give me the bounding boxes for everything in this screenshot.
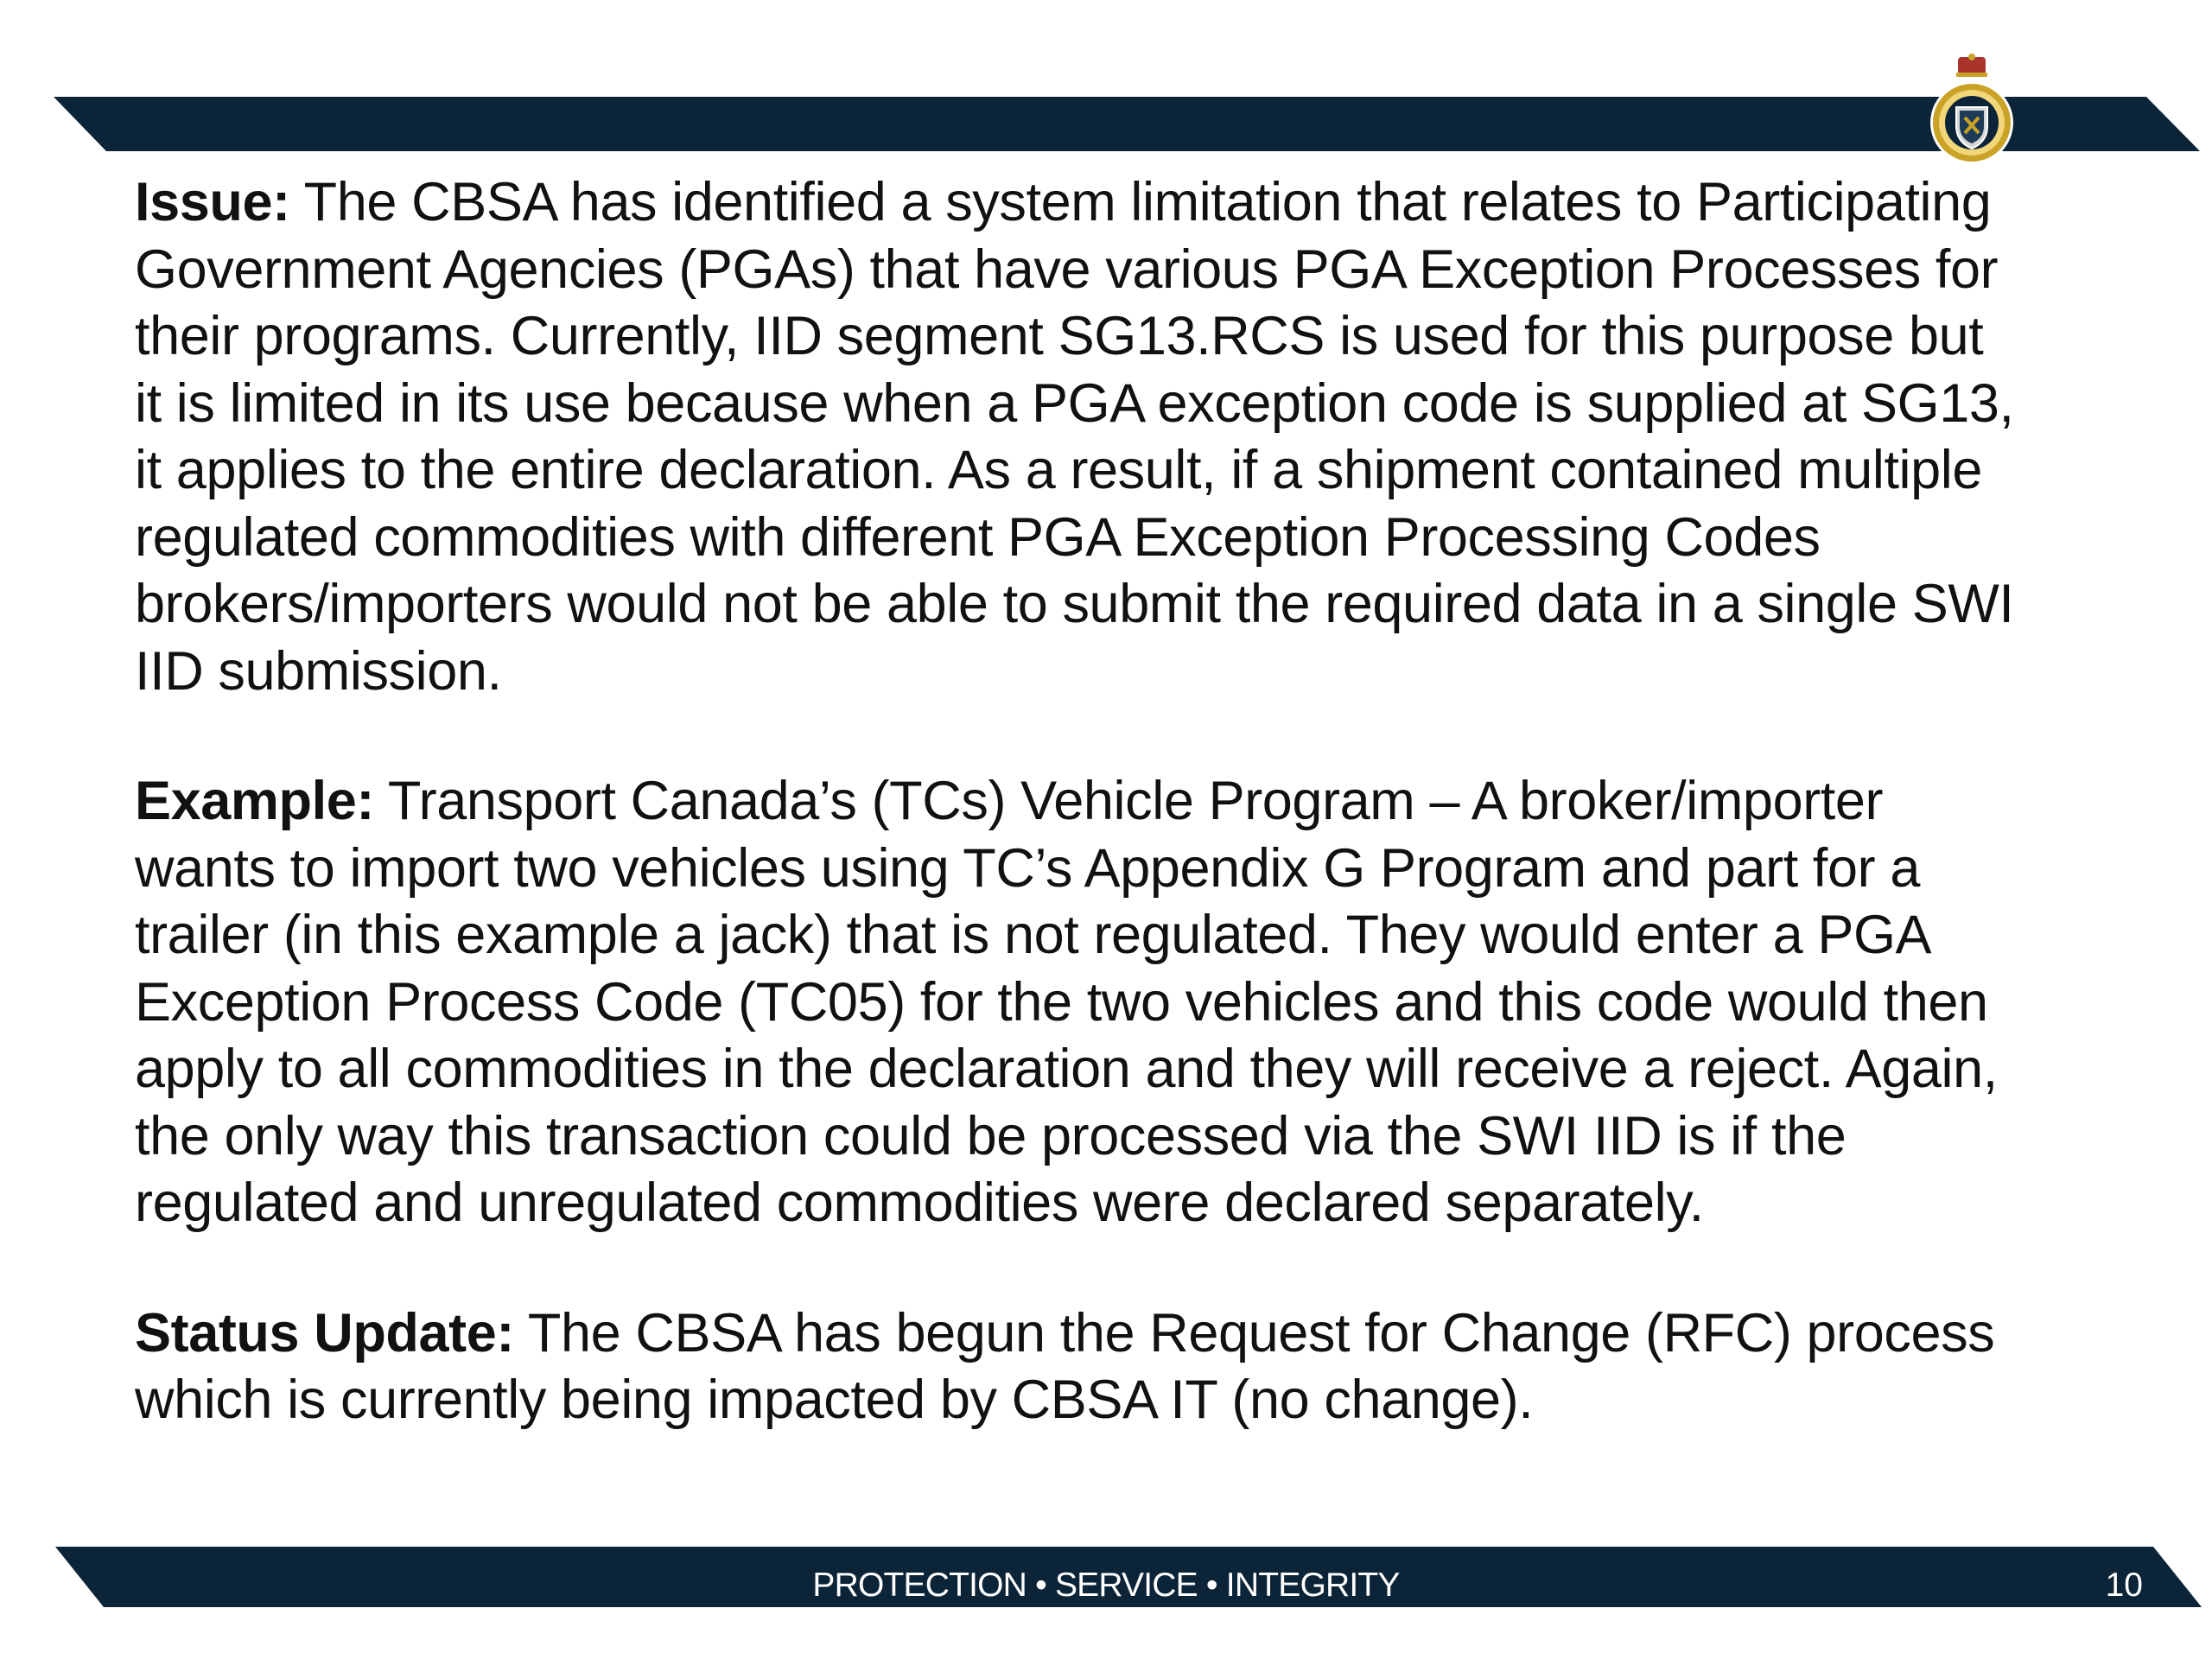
issue-label: Issue:: [135, 172, 290, 232]
status-text: The CBSA has begun the Request for Change (RFC) process which is currently being impacted by CBSA IT (no change).: [135, 1302, 1995, 1430]
example-paragraph: [135, 768, 2113, 1237]
cbsa-crest-icon: [1918, 54, 2025, 166]
example-label: Example:: [135, 771, 374, 831]
page-number: 10: [2105, 1567, 2143, 1604]
header-band: [0, 0, 2212, 173]
issue-paragraph: [135, 169, 2113, 705]
slide-content: [135, 169, 2113, 1434]
issue-text: The CBSA has identified a system limitation that relates to Participating Government Agencies (PGAs) that have various PGA Exception Processes for their programs. Currently, IID segment SG13.RCS is used for this purpose but it is limited in its use because when a PGA exception code is supplied at SG13, it applies to the entire declaration. As a result, if a shipment contained multiple regulated commodities with different PGA Exception Processing Codes brokers/importers would not be able to submit the required data in a single SWI IID submission.: [135, 172, 2014, 702]
footer-motto: PROTECTION • SERVICE • INTEGRITY: [812, 1567, 1400, 1604]
status-paragraph: [135, 1300, 2113, 1434]
header-band-shape: [54, 97, 2200, 151]
status-label: Status Update:: [135, 1302, 514, 1363]
example-text: Transport Canada’s (TCs) Vehicle Program – A broker/importer wants to import two vehicles using TC’s Appendix G Program and part for a trailer (in this example a jack) that is not regulated. They would enter a PGA Exception Process Code (TC05) for the two vehicles and this code would then apply to all commodities in the declaration and they will receive a reject. Again, the only way this transaction could be processed via the SWI IID is if the regulated and unregulated commodities were declared separately.: [135, 771, 1998, 1233]
